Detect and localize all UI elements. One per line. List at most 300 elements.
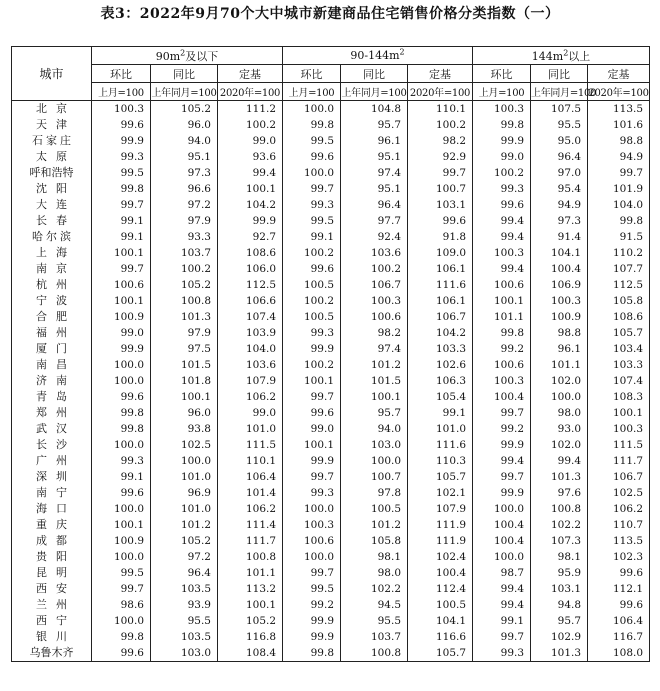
group-label-sup: 2	[180, 47, 186, 57]
city-cell: 武汉	[12, 421, 92, 437]
value-cell: 99.6	[92, 117, 151, 133]
city-cell: 长春	[12, 213, 92, 229]
value-cell: 99.6	[283, 261, 341, 277]
value-cell: 96.0	[151, 117, 218, 133]
value-cell: 100.0	[92, 501, 151, 517]
value-cell: 101.0	[151, 469, 218, 485]
value-cell: 100.8	[218, 549, 283, 565]
value-cell: 103.4	[588, 341, 650, 357]
value-cell: 102.0	[531, 437, 588, 453]
value-cell: 100.5	[283, 309, 341, 325]
value-cell: 110.1	[408, 101, 473, 118]
base-header-last-year: 上年同月=100	[531, 83, 588, 101]
value-cell: 99.0	[92, 325, 151, 341]
value-cell: 97.3	[151, 165, 218, 181]
sub-header-mom: 环比	[473, 65, 531, 83]
group-label: 144m	[531, 49, 564, 63]
value-cell: 98.2	[341, 325, 408, 341]
table-row	[12, 517, 650, 533]
value-cell: 100.1	[588, 405, 650, 421]
city-cell: 西安	[12, 581, 92, 597]
value-cell: 100.1	[341, 389, 408, 405]
sub-header-base: 定基	[218, 65, 283, 83]
city-cell: 广州	[12, 453, 92, 469]
value-cell: 106.4	[588, 613, 650, 629]
value-cell: 105.2	[151, 533, 218, 549]
value-cell: 100.4	[531, 261, 588, 277]
table-row	[12, 197, 650, 213]
city-cell: 杭州	[12, 277, 92, 293]
table-row	[12, 549, 650, 565]
value-cell: 103.7	[151, 245, 218, 261]
base-header-2020: 2020年=100	[588, 83, 650, 101]
value-cell: 99.7	[283, 565, 341, 581]
city-cell: 青岛	[12, 389, 92, 405]
value-cell: 116.6	[408, 629, 473, 645]
value-cell: 97.2	[151, 549, 218, 565]
table-row	[12, 309, 650, 325]
value-cell: 100.6	[341, 309, 408, 325]
value-cell: 99.7	[408, 165, 473, 181]
value-cell: 96.6	[151, 181, 218, 197]
value-cell: 103.6	[218, 357, 283, 373]
value-cell: 100.0	[283, 501, 341, 517]
city-cell: 大连	[12, 197, 92, 213]
table-row	[12, 389, 650, 405]
base-header-last-month: 上月=100	[92, 83, 151, 101]
table-row	[12, 277, 650, 293]
value-cell: 99.8	[473, 117, 531, 133]
value-cell: 103.1	[531, 581, 588, 597]
city-cell: 成都	[12, 533, 92, 549]
sub-header-base: 定基	[408, 65, 473, 83]
value-cell: 99.9	[473, 133, 531, 149]
value-cell: 99.7	[92, 261, 151, 277]
value-cell: 101.2	[341, 357, 408, 373]
city-cell: 深圳	[12, 469, 92, 485]
value-cell: 101.1	[218, 565, 283, 581]
value-cell: 110.7	[588, 517, 650, 533]
value-cell: 106.4	[218, 469, 283, 485]
value-cell: 101.3	[151, 309, 218, 325]
value-cell: 103.3	[408, 341, 473, 357]
value-cell: 107.4	[218, 309, 283, 325]
value-cell: 97.9	[151, 325, 218, 341]
value-cell: 100.1	[283, 373, 341, 389]
value-cell: 96.4	[341, 197, 408, 213]
value-cell: 100.3	[92, 101, 151, 118]
value-cell: 95.7	[341, 405, 408, 421]
value-cell: 100.2	[283, 245, 341, 261]
city-cell: 贵阳	[12, 549, 92, 565]
value-cell: 98.8	[588, 133, 650, 149]
value-cell: 100.2	[408, 117, 473, 133]
city-cell: 郑州	[12, 405, 92, 421]
value-cell: 101.8	[151, 373, 218, 389]
city-cell: 天津	[12, 117, 92, 133]
value-cell: 100.1	[218, 597, 283, 613]
group-label-suffix: 以上	[568, 49, 591, 63]
value-cell: 95.4	[531, 181, 588, 197]
value-cell: 99.7	[283, 389, 341, 405]
value-cell: 98.0	[341, 565, 408, 581]
value-cell: 101.0	[218, 421, 283, 437]
value-cell: 104.1	[408, 613, 473, 629]
value-cell: 100.0	[92, 613, 151, 629]
value-cell: 99.5	[283, 213, 341, 229]
value-cell: 108.0	[588, 645, 650, 662]
value-cell: 93.6	[218, 149, 283, 165]
group-label-sup: 2	[563, 47, 569, 57]
value-cell: 105.7	[408, 645, 473, 662]
table-row	[12, 181, 650, 197]
value-cell: 100.9	[531, 309, 588, 325]
table-row	[12, 245, 650, 261]
value-cell: 100.6	[92, 277, 151, 293]
value-cell: 102.6	[408, 357, 473, 373]
value-cell: 99.2	[473, 341, 531, 357]
value-cell: 97.6	[531, 485, 588, 501]
value-cell: 100.0	[151, 453, 218, 469]
city-cell: 昆明	[12, 565, 92, 581]
value-cell: 106.6	[218, 293, 283, 309]
value-cell: 99.4	[531, 453, 588, 469]
value-cell: 106.1	[408, 261, 473, 277]
group-header-144-above	[473, 47, 650, 65]
value-cell: 99.8	[283, 645, 341, 662]
value-cell: 99.3	[283, 197, 341, 213]
header-row-sub	[12, 65, 650, 83]
value-cell: 104.0	[218, 341, 283, 357]
value-cell: 100.0	[283, 549, 341, 565]
table-row	[12, 453, 650, 469]
value-cell: 104.2	[408, 325, 473, 341]
value-cell: 92.4	[341, 229, 408, 245]
value-cell: 107.9	[408, 501, 473, 517]
group-header-90-144	[283, 47, 473, 65]
table-row	[12, 485, 650, 501]
value-cell: 105.2	[151, 277, 218, 293]
value-cell: 100.5	[341, 501, 408, 517]
value-cell: 105.4	[408, 389, 473, 405]
value-cell: 96.1	[341, 133, 408, 149]
value-cell: 96.4	[531, 149, 588, 165]
group-label: 90m	[155, 49, 181, 63]
value-cell: 112.4	[408, 581, 473, 597]
value-cell: 110.2	[588, 245, 650, 261]
value-cell: 100.6	[283, 533, 341, 549]
value-cell: 106.2	[588, 501, 650, 517]
city-cell: 兰州	[12, 597, 92, 613]
value-cell: 113.5	[588, 533, 650, 549]
table-row	[12, 565, 650, 581]
group-header-90-below	[92, 47, 283, 65]
value-cell: 103.1	[408, 197, 473, 213]
table-row	[12, 373, 650, 389]
value-cell: 101.1	[473, 309, 531, 325]
table-row	[12, 357, 650, 373]
city-cell: 呼和浩特	[12, 165, 92, 181]
table-body	[12, 101, 650, 662]
table-row	[12, 117, 650, 133]
value-cell: 102.9	[531, 629, 588, 645]
sub-header-mom: 环比	[283, 65, 341, 83]
value-cell: 99.1	[92, 213, 151, 229]
city-cell: 石家庄	[12, 133, 92, 149]
base-header-2020: 2020年=100	[218, 83, 283, 101]
value-cell: 99.6	[588, 597, 650, 613]
value-cell: 100.6	[473, 277, 531, 293]
value-cell: 111.4	[218, 517, 283, 533]
value-cell: 99.8	[92, 421, 151, 437]
value-cell: 100.2	[218, 117, 283, 133]
value-cell: 103.0	[151, 645, 218, 662]
value-cell: 100.0	[473, 501, 531, 517]
value-cell: 99.3	[283, 325, 341, 341]
value-cell: 100.5	[408, 597, 473, 613]
value-cell: 110.3	[408, 453, 473, 469]
value-cell: 100.6	[473, 357, 531, 373]
value-cell: 101.2	[151, 517, 218, 533]
value-cell: 100.7	[341, 469, 408, 485]
value-cell: 99.6	[408, 213, 473, 229]
value-cell: 94.8	[531, 597, 588, 613]
value-cell: 105.2	[218, 613, 283, 629]
value-cell: 99.0	[218, 405, 283, 421]
value-cell: 100.4	[473, 533, 531, 549]
value-cell: 91.8	[408, 229, 473, 245]
table-row	[12, 501, 650, 517]
table-row	[12, 597, 650, 613]
value-cell: 99.4	[473, 597, 531, 613]
city-cell: 银川	[12, 629, 92, 645]
value-cell: 109.0	[408, 245, 473, 261]
value-cell: 111.9	[408, 517, 473, 533]
value-cell: 99.8	[92, 181, 151, 197]
value-cell: 96.1	[531, 341, 588, 357]
value-cell: 106.7	[341, 277, 408, 293]
value-cell: 95.5	[341, 613, 408, 629]
value-cell: 103.9	[218, 325, 283, 341]
value-cell: 94.5	[341, 597, 408, 613]
value-cell: 99.7	[92, 197, 151, 213]
city-cell: 福州	[12, 325, 92, 341]
value-cell: 100.3	[473, 101, 531, 118]
value-cell: 107.9	[218, 373, 283, 389]
value-cell: 100.0	[92, 437, 151, 453]
table-row	[12, 421, 650, 437]
city-cell: 长沙	[12, 437, 92, 453]
value-cell: 107.5	[531, 101, 588, 118]
value-cell: 99.1	[92, 229, 151, 245]
value-cell: 100.3	[473, 245, 531, 261]
value-cell: 95.1	[341, 181, 408, 197]
value-cell: 106.2	[218, 501, 283, 517]
value-cell: 107.4	[588, 373, 650, 389]
table-row	[12, 325, 650, 341]
value-cell: 100.2	[341, 261, 408, 277]
value-cell: 111.7	[588, 453, 650, 469]
value-cell: 106.0	[218, 261, 283, 277]
city-cell: 上海	[12, 245, 92, 261]
value-cell: 99.7	[92, 581, 151, 597]
value-cell: 101.3	[531, 469, 588, 485]
value-cell: 99.4	[473, 581, 531, 597]
value-cell: 95.1	[341, 149, 408, 165]
table-row	[12, 165, 650, 181]
table-row	[12, 629, 650, 645]
value-cell: 99.1	[92, 469, 151, 485]
value-cell: 98.6	[92, 597, 151, 613]
header-row-groups	[12, 47, 650, 65]
value-cell: 103.7	[341, 629, 408, 645]
value-cell: 97.7	[341, 213, 408, 229]
value-cell: 92.9	[408, 149, 473, 165]
value-cell: 100.7	[408, 181, 473, 197]
value-cell: 99.4	[218, 165, 283, 181]
value-cell: 100.9	[92, 533, 151, 549]
value-cell: 100.1	[92, 245, 151, 261]
value-cell: 111.2	[218, 101, 283, 118]
value-cell: 112.5	[588, 277, 650, 293]
value-cell: 102.3	[588, 549, 650, 565]
value-cell: 99.0	[283, 421, 341, 437]
value-cell: 102.2	[531, 517, 588, 533]
value-cell: 104.8	[341, 101, 408, 118]
value-cell: 99.9	[283, 341, 341, 357]
value-cell: 111.7	[218, 533, 283, 549]
value-cell: 103.3	[588, 357, 650, 373]
table-row	[12, 213, 650, 229]
value-cell: 100.1	[92, 293, 151, 309]
value-cell: 105.7	[588, 325, 650, 341]
value-cell: 99.9	[473, 437, 531, 453]
value-cell: 94.9	[531, 197, 588, 213]
value-cell: 99.4	[473, 453, 531, 469]
value-cell: 100.0	[283, 101, 341, 118]
value-cell: 106.2	[218, 389, 283, 405]
value-cell: 95.5	[531, 117, 588, 133]
value-cell: 108.6	[218, 245, 283, 261]
city-cell: 南宁	[12, 485, 92, 501]
value-cell: 99.9	[92, 133, 151, 149]
value-cell: 99.3	[283, 485, 341, 501]
city-cell: 西宁	[12, 613, 92, 629]
value-cell: 92.7	[218, 229, 283, 245]
value-cell: 95.7	[341, 117, 408, 133]
value-cell: 100.3	[531, 293, 588, 309]
value-cell: 112.5	[218, 277, 283, 293]
value-cell: 99.0	[473, 149, 531, 165]
value-cell: 100.4	[473, 389, 531, 405]
value-cell: 100.2	[473, 165, 531, 181]
sub-header-base: 定基	[588, 65, 650, 83]
value-cell: 96.0	[151, 405, 218, 421]
base-header-2020: 2020年=100	[408, 83, 473, 101]
price-index-table	[11, 46, 650, 662]
city-cell: 沈阳	[12, 181, 92, 197]
value-cell: 97.9	[151, 213, 218, 229]
table-row	[12, 469, 650, 485]
value-cell: 101.5	[341, 373, 408, 389]
value-cell: 105.8	[341, 533, 408, 549]
value-cell: 100.1	[151, 389, 218, 405]
city-cell: 济南	[12, 373, 92, 389]
value-cell: 95.5	[151, 613, 218, 629]
value-cell: 99.6	[473, 197, 531, 213]
value-cell: 99.2	[283, 597, 341, 613]
value-cell: 100.2	[283, 357, 341, 373]
value-cell: 100.0	[531, 389, 588, 405]
value-cell: 99.7	[283, 469, 341, 485]
value-cell: 99.1	[283, 229, 341, 245]
value-cell: 99.2	[473, 421, 531, 437]
value-cell: 100.2	[283, 293, 341, 309]
value-cell: 103.6	[341, 245, 408, 261]
value-cell: 100.0	[92, 373, 151, 389]
sub-header-yoy: 同比	[341, 65, 408, 83]
value-cell: 106.7	[408, 309, 473, 325]
value-cell: 101.3	[531, 645, 588, 662]
value-cell: 91.4	[531, 229, 588, 245]
value-cell: 100.8	[151, 293, 218, 309]
value-cell: 93.8	[151, 421, 218, 437]
value-cell: 106.9	[531, 277, 588, 293]
value-cell: 99.7	[473, 405, 531, 421]
city-cell: 合肥	[12, 309, 92, 325]
city-cell: 北京	[12, 101, 92, 118]
value-cell: 91.5	[588, 229, 650, 245]
value-cell: 94.0	[151, 133, 218, 149]
value-cell: 101.6	[588, 117, 650, 133]
value-cell: 99.5	[283, 133, 341, 149]
page-title: 表3：2022年9月70个大中城市新建商品住宅销售价格分类指数（一）	[100, 6, 560, 22]
value-cell: 108.4	[218, 645, 283, 662]
value-cell: 99.4	[473, 229, 531, 245]
table-row	[12, 405, 650, 421]
value-cell: 102.1	[408, 485, 473, 501]
value-cell: 107.3	[531, 533, 588, 549]
value-cell: 97.8	[341, 485, 408, 501]
value-cell: 99.8	[92, 405, 151, 421]
table-row	[12, 229, 650, 245]
table-row	[12, 101, 650, 118]
value-cell: 100.3	[473, 373, 531, 389]
value-cell: 103.5	[151, 581, 218, 597]
sub-header-mom: 环比	[92, 65, 151, 83]
value-cell: 99.7	[588, 165, 650, 181]
value-cell: 94.0	[341, 421, 408, 437]
value-cell: 93.9	[151, 597, 218, 613]
value-cell: 99.9	[473, 485, 531, 501]
table-row	[12, 133, 650, 149]
value-cell: 97.4	[341, 341, 408, 357]
value-cell: 102.4	[408, 549, 473, 565]
value-cell: 97.5	[151, 341, 218, 357]
value-cell: 100.2	[151, 261, 218, 277]
value-cell: 105.2	[151, 101, 218, 118]
value-cell: 101.2	[341, 517, 408, 533]
sub-header-yoy: 同比	[531, 65, 588, 83]
value-cell: 99.7	[473, 629, 531, 645]
city-cell: 厦门	[12, 341, 92, 357]
value-cell: 95.1	[151, 149, 218, 165]
table-row	[12, 261, 650, 277]
value-cell: 99.9	[218, 213, 283, 229]
base-header-last-month: 上月=100	[473, 83, 531, 101]
value-cell: 100.3	[341, 293, 408, 309]
value-cell: 108.6	[588, 309, 650, 325]
